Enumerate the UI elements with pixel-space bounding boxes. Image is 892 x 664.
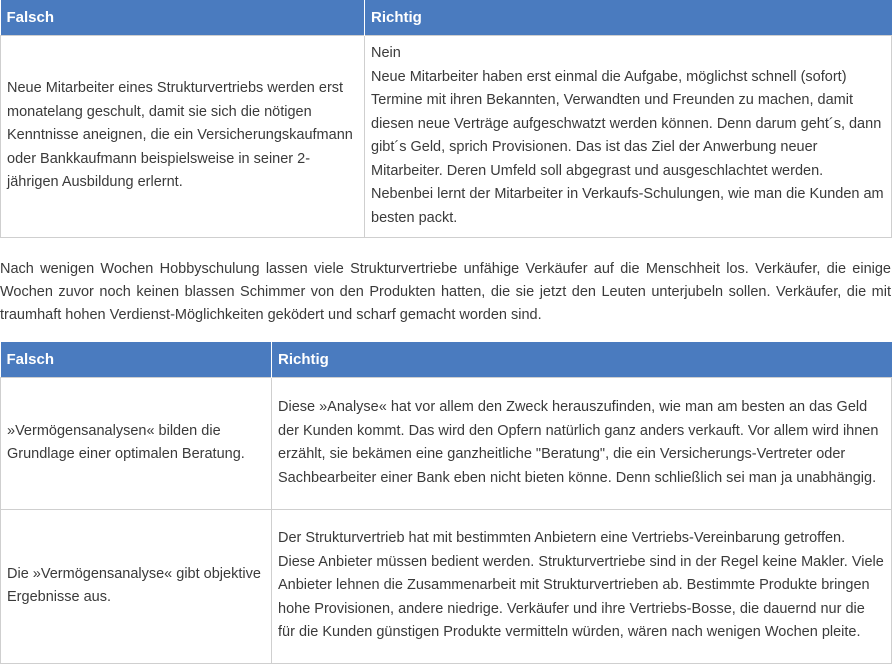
table-row [1,35,892,237]
body-paragraph: Nach wenigen Wochen Hobbyschulung lassen viele Strukturvertriebe unfähige Verkäufer auf die Menschheit los. Verkäufer, die einige Wochen zuvor noch keinen blassen Schimmer von den Produkten hatten, die sie jetzt den Leuten unterjubeln sollen. Verkäufer, die mit traumhaft hohen Verdienst-Möglichkeiten geködert und scharf gemacht worden sind. [0,261,891,323]
header-falsch: Falsch [1,342,272,377]
comparison-table-2 [0,342,892,664]
header-richtig: Richtig [272,342,892,377]
cell-falsch: Die »Vermögensanalyse« gibt objektive Ergebnisse aus. [1,509,272,663]
cell-richtig: Der Strukturvertrieb hat mit bestimmten Anbietern eine Vertriebs-Vereinbarung getroffen. Diese Anbieter müssen bedient werden. Strukturvertriebe sind in der Regel keine Makler. Viele Anbieter lehnen die Zusammenarbeit mit Strukturvertrieben ab. Bestimmte Produkte bringen hohe Provisionen, andere niedrige. Verkäufer und ihre Vertriebs-Bosse, die dauernd nur die für die Kunden günstigen Produkte vermitteln würden, wären nach wenigen Wochen pleite. [272,509,892,663]
table-row [1,377,892,509]
table-header-row [1,0,892,35]
cell-falsch: »Vermögensanalysen« bilden die Grundlage einer optimalen Beratung. [1,377,272,509]
table-header-row [1,342,892,377]
cell-richtig [365,35,892,237]
comparison-table-1 [0,0,892,238]
table-row [1,509,892,663]
richtig-nein-label: Nein [371,45,401,61]
header-richtig: Richtig [365,0,892,35]
richtig-text: Neue Mitarbeiter haben erst einmal die Aufgabe, möglichst schnell (sofort) Termine mit ihren Bekannten, Verwandten und Freunden zu machen, damit diesen neue Verträge aufgeschwatzt werden können. Denn darum geht´s, dann gibt´s Geld, sprich Provisionen. Das ist das Ziel der Anwerbung neuer Mitarbeiter. Deren Umfeld soll abgegrast und ausgeschlachtet werden. Nebenbei lernt der Mitarbeiter in Verkaufs-Schulungen, wie man die Kunden am besten packt. [371,68,884,226]
cell-richtig: Diese »Analyse« hat vor allem den Zweck herauszufinden, wie man am besten an das Geld der Kunden kommt. Das wird den Opfern natürlich ganz anders verkauft. Vor allem wird ihnen erzählt, sie bekämen eine ganzheitliche "Beratung", die ein Versicherungs-Vertreter oder Sachbearbeiter einer Bank eben nicht bieten könne. Denn schließlich sei man ja unabhängig. [272,377,892,509]
cell-falsch: Neue Mitarbeiter eines Strukturvertriebs werden erst monatelang geschult, damit sie sich die nötigen Kenntnisse aneignen, die ein Versicherungskaufmann oder Bankkaufmann beispielsweise in seiner 2-jährigen Ausbildung erlernt. [1,35,365,237]
header-falsch: Falsch [1,0,365,35]
